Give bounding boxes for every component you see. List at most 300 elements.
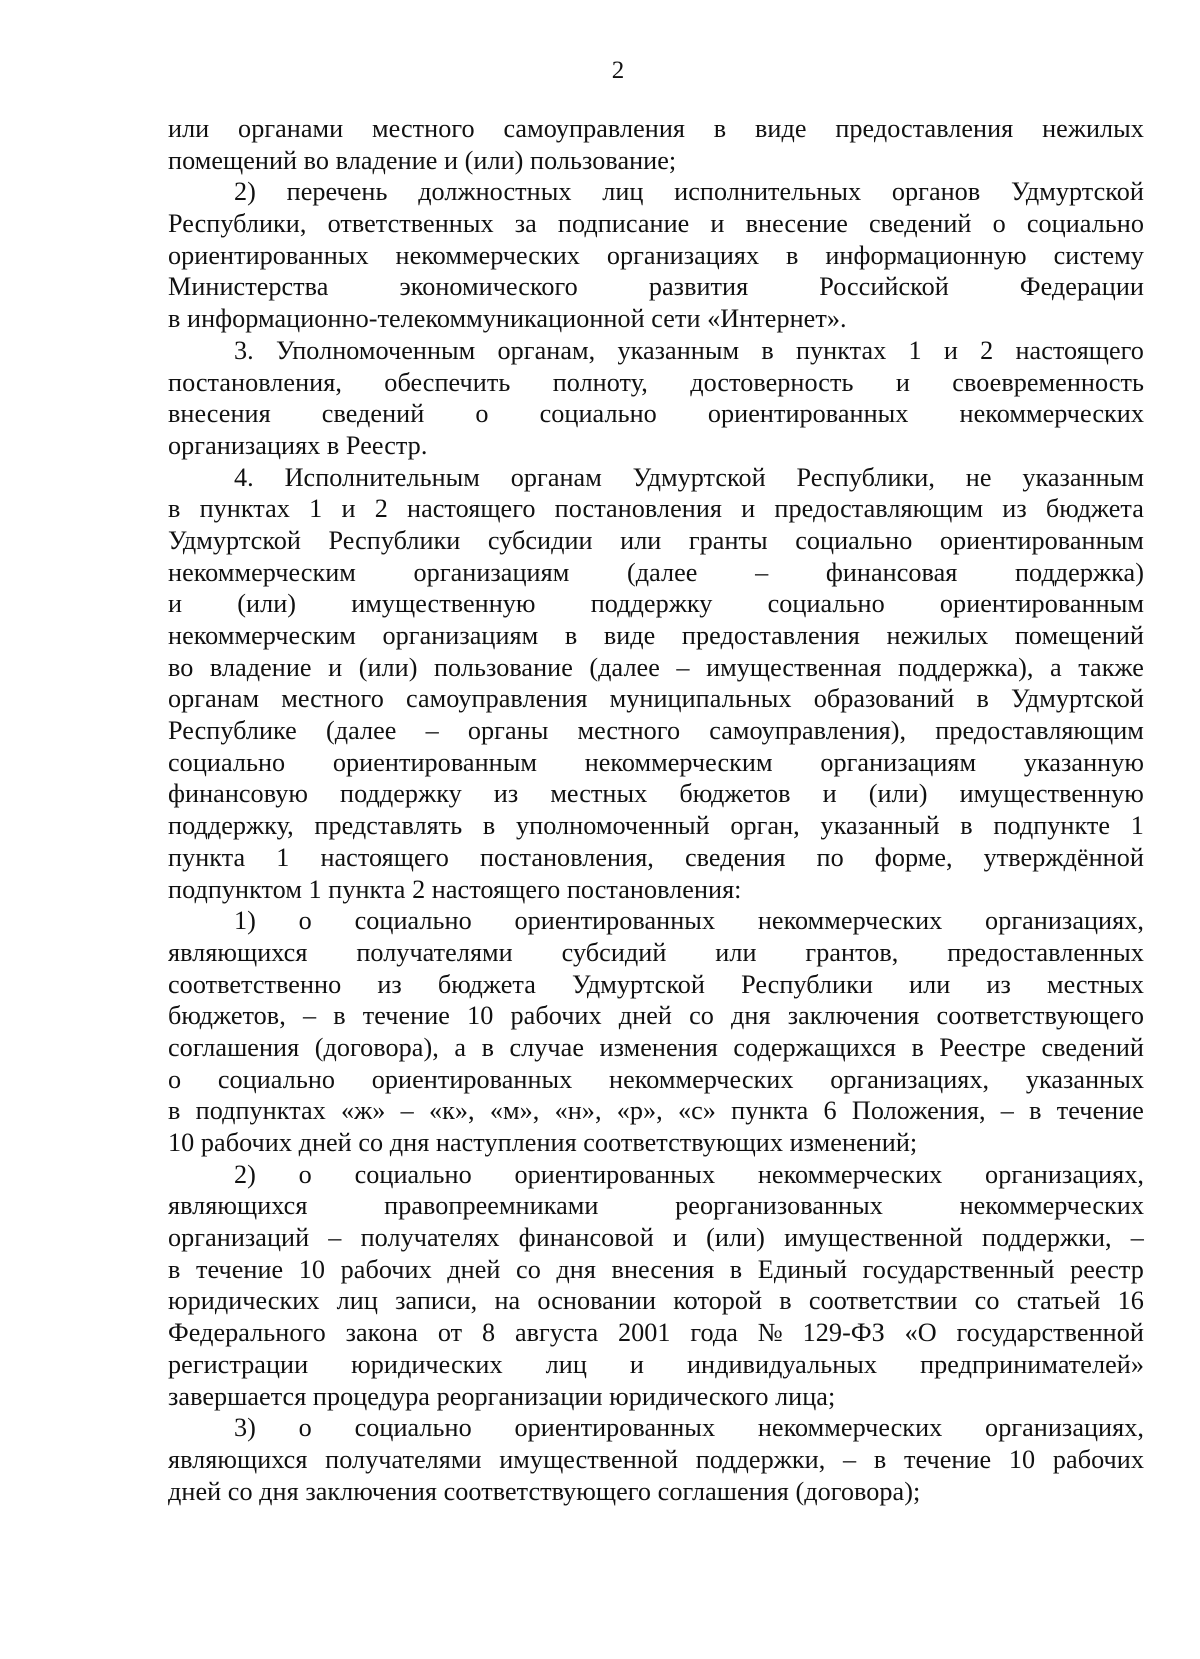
word: местных <box>1046 969 1144 999</box>
word: бюджета <box>437 969 536 999</box>
word: некоммерческих <box>959 1191 1144 1221</box>
word: финансовая <box>825 557 958 587</box>
text-line <box>168 525 1144 557</box>
word: реестр <box>1070 1254 1144 1284</box>
text-line <box>168 1444 1144 1476</box>
word: самоуправления), <box>709 716 907 746</box>
word: в <box>482 811 496 841</box>
word: ориентированных <box>707 399 909 429</box>
word: (или) <box>868 779 928 809</box>
word: и <box>168 589 183 619</box>
word: и <box>328 652 343 682</box>
word: и <box>895 367 910 397</box>
word: организациям <box>382 621 539 650</box>
word: предоставляющим <box>774 494 984 524</box>
text-line <box>168 1222 1144 1254</box>
text-line <box>168 113 1144 145</box>
word: некоммерческих <box>609 1064 794 1094</box>
word: о <box>298 1159 312 1189</box>
word: «ж» <box>341 1096 386 1126</box>
word: – <box>425 716 439 746</box>
word: социально <box>539 399 657 429</box>
text-line <box>168 176 1144 208</box>
word: или <box>715 937 757 967</box>
word: некоммерческих <box>757 906 943 936</box>
word: Федерального <box>168 1318 326 1348</box>
word: обеспечить <box>384 367 511 397</box>
word: в <box>911 1032 924 1062</box>
word: или <box>168 114 210 143</box>
word: дней <box>618 1001 672 1031</box>
word: и <box>822 779 837 809</box>
word: настоящего <box>407 494 536 524</box>
word: систему <box>1053 240 1144 270</box>
word: течение <box>362 1001 450 1031</box>
word: постановления, <box>168 367 342 397</box>
word: имущественной <box>499 1444 679 1474</box>
word: «с» <box>677 1096 716 1126</box>
word: бюджетов, <box>168 1001 286 1031</box>
word: получателях <box>360 1223 500 1253</box>
word: в <box>960 811 973 841</box>
word: внесение <box>745 209 848 239</box>
word: в <box>976 684 989 714</box>
word: Единый <box>757 1254 848 1284</box>
word: некоммерческим <box>584 747 773 777</box>
word: подписание <box>557 209 690 239</box>
word: лиц <box>545 1349 587 1379</box>
word: дня <box>731 1001 771 1031</box>
word: Удмуртской <box>1010 177 1144 207</box>
word: социально <box>1026 209 1144 239</box>
word: указанную <box>1023 747 1144 777</box>
word: о <box>298 1413 312 1443</box>
word: «О <box>904 1318 937 1348</box>
word: органам <box>510 462 602 492</box>
word: местного <box>577 716 681 746</box>
word: сведения <box>684 842 786 872</box>
word: (договора), <box>314 1032 439 1062</box>
word: государственный <box>862 1254 1055 1284</box>
word: и <box>943 335 958 365</box>
page-number: 2 <box>611 57 625 84</box>
word: реорганизованных <box>675 1191 883 1221</box>
word: 1 <box>908 335 922 365</box>
word: во <box>168 652 194 682</box>
word: в <box>779 1286 792 1316</box>
word: имущественной <box>784 1223 963 1253</box>
word: Уполномоченным <box>275 335 476 365</box>
text-line <box>168 715 1144 747</box>
word: ориентированным <box>332 747 537 777</box>
word: года <box>690 1318 738 1348</box>
word: индивидуальных <box>686 1349 878 1379</box>
word: 10 <box>467 1001 494 1031</box>
word: в <box>729 1254 743 1284</box>
word: поддержки, <box>695 1444 826 1474</box>
word: лиц <box>602 177 644 207</box>
word: соответственно <box>168 969 342 999</box>
word: пункта <box>731 1096 809 1126</box>
word: социально <box>217 1064 336 1094</box>
word: являющихся <box>168 937 308 967</box>
word: Республики, <box>168 209 307 239</box>
word: течение <box>195 1254 284 1284</box>
word: рабочих <box>340 1254 432 1284</box>
text-line <box>168 1349 1144 1381</box>
word: некоммерческих <box>395 240 580 270</box>
word: социально <box>354 1413 472 1443</box>
word: 1) <box>234 906 256 936</box>
word: в <box>168 1254 181 1284</box>
word: подпунктах <box>195 1096 326 1126</box>
word: – <box>400 1096 414 1126</box>
text-line <box>168 398 1144 430</box>
text-line: 10 рабочих дней со дня наступления соответствующих изменений; <box>168 1128 918 1157</box>
word: по <box>816 842 844 872</box>
word: ориентированных <box>168 240 369 270</box>
word: соответствующего <box>936 1001 1144 1031</box>
word: поддержки, <box>982 1223 1112 1253</box>
word: течение <box>1056 1096 1144 1126</box>
word: нежилых <box>1042 114 1144 143</box>
word: и <box>629 1349 644 1379</box>
text-line <box>168 683 1144 715</box>
text-line <box>168 588 1144 620</box>
word: № <box>757 1318 783 1348</box>
word: «р», <box>616 1096 663 1126</box>
word: организациям <box>413 557 570 587</box>
word: постановления <box>554 494 722 524</box>
word: организациям <box>820 747 977 777</box>
word: органам, <box>497 335 596 365</box>
word: органов <box>891 177 981 207</box>
word: организациях, <box>985 1159 1144 1189</box>
word: сведений <box>1041 1032 1144 1062</box>
word: рабочих <box>510 1001 602 1031</box>
word: некоммерческих <box>757 1413 943 1443</box>
word: настоящего <box>320 842 449 872</box>
word: указанным <box>1022 462 1144 492</box>
word: Республике <box>168 716 297 746</box>
word: 2) <box>234 1159 256 1189</box>
word: «м», <box>489 1096 540 1126</box>
text-line <box>168 969 1144 1001</box>
word: – <box>676 652 690 682</box>
word: правопреемниками <box>384 1191 599 1221</box>
word: дня <box>556 1254 596 1284</box>
word: предоставляющим <box>935 716 1144 746</box>
word: Удмуртской <box>632 462 766 492</box>
word: подпункте <box>993 811 1111 841</box>
word: соответствии <box>808 1286 958 1316</box>
text-line <box>168 367 1144 399</box>
word: 4. <box>234 462 254 492</box>
word: в <box>1029 1096 1042 1126</box>
word: в <box>564 621 578 650</box>
word: самоуправления <box>503 114 685 143</box>
word: 2 <box>374 494 388 524</box>
word: предоставления <box>681 621 860 650</box>
word: 1 <box>309 494 323 524</box>
word: Министерства <box>168 272 329 302</box>
text-line <box>168 1254 1144 1286</box>
word: и <box>341 494 356 524</box>
word: помещений <box>1014 621 1144 650</box>
text-line: организациях в Реестр. <box>168 430 428 460</box>
word: поддержку <box>340 779 462 809</box>
word: некоммерческим <box>168 621 356 650</box>
word: местных <box>550 779 648 809</box>
word: ориентированным <box>939 589 1144 619</box>
word: в <box>333 1001 346 1031</box>
text-line <box>168 937 1144 969</box>
text-line <box>168 271 1144 303</box>
word: сведений <box>321 399 425 429</box>
word: финансовой <box>518 1223 654 1253</box>
word: (или) <box>237 589 297 619</box>
word: внесения <box>168 399 271 429</box>
word: 6 <box>823 1096 837 1126</box>
word: 129-ФЗ <box>802 1318 885 1348</box>
document-body <box>168 113 1144 1507</box>
word: Российской <box>819 272 949 302</box>
word: со <box>516 1254 541 1284</box>
word: изменения <box>599 1032 718 1062</box>
word: о <box>298 906 312 936</box>
word: от <box>437 1318 463 1348</box>
word: поддержка) <box>1014 557 1144 587</box>
word: исполнительных <box>674 177 862 207</box>
text-line <box>168 620 1144 652</box>
word: Исполнительным <box>284 462 480 492</box>
word: орган, <box>730 811 800 841</box>
text-line <box>168 905 1144 937</box>
word: 2001 <box>617 1318 671 1348</box>
word: владение <box>209 652 312 682</box>
word: субсидии <box>487 525 593 555</box>
word: в <box>786 240 799 270</box>
word: указанных <box>1025 1064 1144 1094</box>
text-line <box>168 842 1144 874</box>
word: в <box>873 1444 887 1474</box>
word: 1 <box>276 842 290 872</box>
word: за <box>514 209 537 239</box>
text-line: помещений во владение и (или) пользование; <box>168 145 677 175</box>
word: закона <box>345 1318 418 1348</box>
word: юридических <box>351 1349 503 1379</box>
word: социально <box>795 525 913 555</box>
word: государственной <box>956 1318 1144 1348</box>
word: также <box>1078 652 1144 682</box>
word: уполномоченный <box>516 811 710 841</box>
word: являющихся <box>168 1444 308 1474</box>
word: о <box>992 209 1006 239</box>
word: имущественную <box>351 589 536 619</box>
text-line <box>168 1317 1144 1349</box>
word: указанным <box>617 335 740 365</box>
word: финансовую <box>168 779 308 809</box>
word: информационную <box>825 240 1027 270</box>
word: перечень <box>286 177 388 207</box>
word: – <box>755 557 769 587</box>
text-line <box>168 335 1144 367</box>
word: течение <box>903 1444 992 1474</box>
word: органы <box>467 716 549 746</box>
text-line <box>168 493 1144 525</box>
word: социально <box>767 589 885 619</box>
word: из <box>377 969 402 999</box>
word: представлять <box>314 811 463 841</box>
word: или <box>620 525 662 555</box>
word: органами <box>238 114 344 143</box>
word: Республики, <box>796 462 935 492</box>
word: со <box>974 1286 1000 1316</box>
word: заключения <box>787 1001 920 1031</box>
word: в <box>168 1096 181 1126</box>
word: о <box>475 399 489 429</box>
word: и <box>741 494 756 524</box>
word: в <box>761 335 774 365</box>
word: 8 <box>481 1318 496 1348</box>
word: некоммерческих <box>757 1159 943 1189</box>
text-line: завершается процедура реорганизации юридического лица; <box>168 1381 836 1411</box>
word: из <box>493 779 519 809</box>
word: (или) <box>358 652 418 682</box>
word: организациях, <box>985 906 1144 936</box>
text-line <box>168 1285 1144 1317</box>
word: получателями <box>325 1444 482 1474</box>
word: некоммерческих <box>959 399 1144 429</box>
word: которой <box>673 1286 763 1316</box>
word: на <box>494 1286 521 1316</box>
text-line <box>168 778 1144 810</box>
word: из <box>986 969 1011 999</box>
word: записи, <box>395 1286 478 1316</box>
word: бюджетов <box>679 779 791 809</box>
word: 3. <box>234 335 254 365</box>
word: настоящего <box>1015 335 1144 365</box>
word: социально <box>354 906 472 936</box>
word: Удмуртской <box>571 969 705 999</box>
word: поддержку <box>590 589 713 619</box>
word: имущественная <box>706 652 882 682</box>
word: указанный <box>820 811 940 841</box>
word: самоуправления <box>405 684 588 714</box>
text-line: дней со дня заключения соответствующего соглашения (договора); <box>168 1476 921 1506</box>
word: предоставления <box>835 114 1014 143</box>
word: пунктах <box>199 494 290 524</box>
word: нежилых <box>886 621 989 650</box>
word: содержащихся <box>733 1032 896 1062</box>
word: пункта <box>168 842 246 872</box>
word: 16 <box>1117 1286 1144 1316</box>
word: ответственных <box>327 209 494 239</box>
word: своевременность <box>952 367 1144 397</box>
word: (далее <box>325 716 397 746</box>
word: Удмуртской <box>1010 684 1144 714</box>
word: ориентированных <box>514 1413 716 1443</box>
word: основании <box>537 1286 657 1316</box>
text-line <box>168 747 1144 779</box>
word: утверждённой <box>983 842 1144 872</box>
word: – <box>843 1444 857 1474</box>
word: полноту, <box>552 367 648 397</box>
word: и <box>672 1223 687 1253</box>
word: – <box>1130 1223 1144 1253</box>
word: случае <box>509 1032 585 1062</box>
word: ориентированных <box>371 1064 573 1094</box>
word: форме, <box>874 842 953 872</box>
word: социально <box>354 1159 472 1189</box>
word: юридических <box>168 1286 320 1316</box>
word: должностных <box>418 177 572 207</box>
word: ориентированных <box>514 906 716 936</box>
word: регистрации <box>168 1349 309 1379</box>
word: «к», <box>429 1096 475 1126</box>
word: местного <box>281 684 384 714</box>
word: организациях, <box>985 1413 1144 1443</box>
word: экономического <box>399 272 578 302</box>
text-line <box>168 1159 1144 1191</box>
word: ориентированным <box>939 525 1144 555</box>
word: пунктах <box>795 335 887 365</box>
word: «н», <box>554 1096 602 1126</box>
word: – <box>1000 1096 1014 1126</box>
text-line: подпунктом 1 пункта 2 настоящего постановления: <box>168 874 742 904</box>
word: муниципальных <box>609 684 792 714</box>
text-line <box>168 1000 1144 1032</box>
text-line <box>168 208 1144 240</box>
word: Федерации <box>1019 272 1144 302</box>
word: социально <box>168 747 286 777</box>
word: дней <box>447 1254 501 1284</box>
word: грантов, <box>805 937 899 967</box>
word: субсидий <box>561 937 667 967</box>
word: Удмуртской <box>168 525 301 555</box>
word: развития <box>648 272 749 302</box>
word: о <box>168 1064 182 1094</box>
word: получателями <box>356 937 513 967</box>
word: бюджета <box>1045 494 1144 524</box>
word: гранты <box>688 525 768 555</box>
word: 10 <box>1008 1444 1036 1474</box>
word: организациях <box>606 240 760 270</box>
word: статьей <box>1016 1286 1101 1316</box>
word: организациях, <box>830 1064 990 1094</box>
word: образований <box>813 684 955 714</box>
word: из <box>1002 494 1027 524</box>
word: виде <box>603 621 656 650</box>
word: Республики <box>328 525 461 555</box>
word: имущественную <box>959 779 1144 809</box>
word: – <box>302 1001 317 1031</box>
text-line <box>168 810 1144 842</box>
word: – <box>328 1223 342 1253</box>
word: поддержку, <box>168 811 294 841</box>
word: а <box>454 1032 467 1062</box>
word: местного <box>372 114 475 143</box>
word: пользование <box>433 652 573 682</box>
word: Республики <box>741 969 873 999</box>
word: а <box>1050 652 1062 682</box>
text-line <box>168 1095 1144 1127</box>
word: (далее <box>589 652 660 682</box>
text-line <box>168 462 1144 494</box>
word: поддержка), <box>897 652 1034 682</box>
word: со <box>689 1001 714 1031</box>
word: лиц <box>336 1286 378 1316</box>
